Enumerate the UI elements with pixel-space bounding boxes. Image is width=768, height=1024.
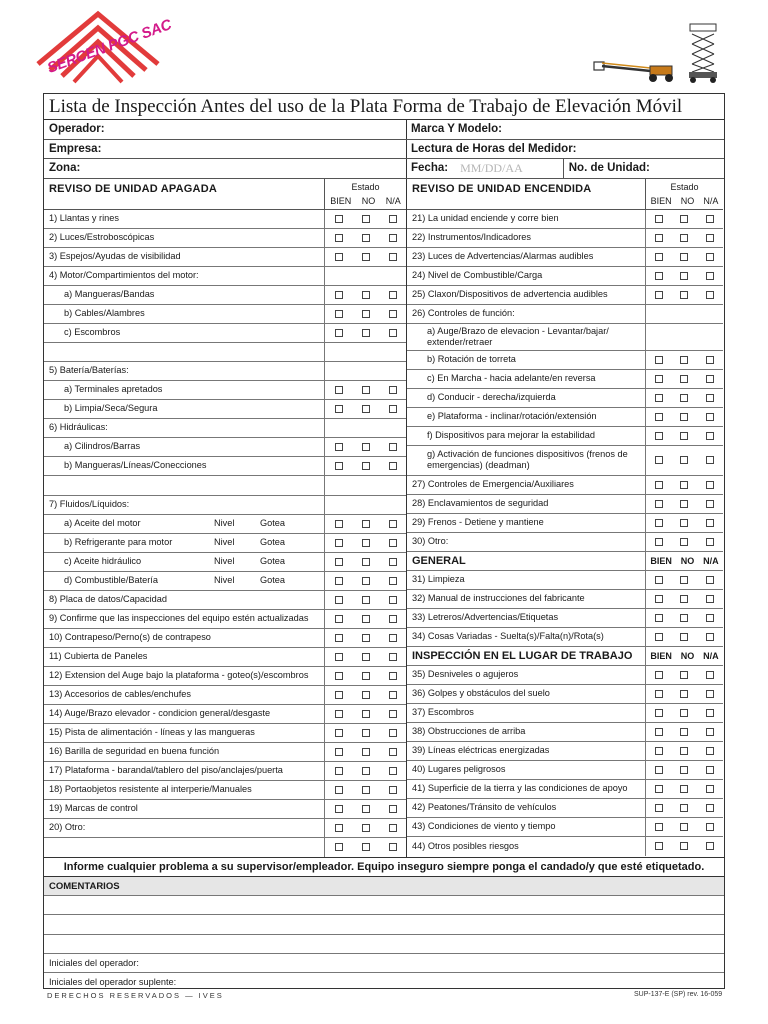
check-na[interactable]	[389, 520, 397, 528]
check-no[interactable]	[680, 291, 688, 299]
check-no[interactable]	[362, 520, 370, 528]
check-row: 7) Fluidos/Líquidos:	[44, 496, 406, 515]
check-bien[interactable]	[335, 405, 343, 413]
check-na[interactable]	[389, 710, 397, 718]
check-row: 5) Batería/Baterías:	[44, 362, 406, 381]
check-row: 19) Marcas de control	[44, 800, 406, 819]
form-title: Lista de Inspección Antes del uso de la Plata Forma de Trabajo de Elevación Móvil	[44, 94, 724, 120]
check-row: 39) Líneas eléctricas energizadas	[407, 742, 723, 761]
check-row: 35) Desniveles o agujeros	[407, 666, 723, 685]
check-bien[interactable]	[655, 614, 663, 622]
check-row: 29) Frenos - Detiene y mantiene	[407, 514, 723, 533]
check-row	[44, 476, 406, 496]
section-worksite-header: INSPECCIÓN EN EL LUGAR DE TRABAJO BIEN NO N/A	[407, 647, 723, 666]
check-no[interactable]	[680, 375, 688, 383]
check-na[interactable]	[706, 394, 714, 402]
check-na[interactable]	[389, 443, 397, 451]
comments-line[interactable]	[44, 935, 724, 955]
check-no[interactable]	[680, 766, 688, 774]
status-header: Estado BIEN NO N/A	[324, 179, 406, 209]
check-na[interactable]	[706, 804, 714, 812]
check-bien[interactable]	[655, 842, 663, 850]
check-no[interactable]	[680, 576, 688, 584]
check-row: 40) Lugares peligrosos	[407, 761, 723, 780]
check-bien[interactable]	[335, 291, 343, 299]
check-bien[interactable]	[655, 671, 663, 679]
hour-meter-field[interactable]: Lectura de Horas del Medidor:	[411, 142, 577, 155]
check-no[interactable]	[680, 413, 688, 421]
brand-model-field[interactable]: Marca Y Modelo:	[411, 123, 502, 135]
check-row: f) Dispositivos para mejorar la estabilidad	[407, 427, 723, 446]
check-na[interactable]	[706, 356, 714, 364]
check-row: 2) Luces/Estroboscópicas	[44, 229, 406, 248]
check-na[interactable]	[389, 653, 397, 661]
comments-line[interactable]	[44, 915, 724, 935]
check-na[interactable]	[706, 690, 714, 698]
check-bien[interactable]	[335, 786, 343, 794]
check-bien[interactable]	[655, 234, 663, 242]
check-no[interactable]	[362, 672, 370, 680]
check-na[interactable]	[706, 481, 714, 489]
check-no[interactable]	[362, 691, 370, 699]
check-row: 17) Plataforma - barandal/tablero del piso/anclajes/puerta	[44, 762, 406, 781]
check-na[interactable]	[389, 729, 397, 737]
check-row: 25) Claxon/Dispositivos de advertencia audibles	[407, 286, 723, 305]
check-na[interactable]	[389, 634, 397, 642]
check-na[interactable]	[706, 576, 714, 584]
check-bien[interactable]	[655, 253, 663, 261]
check-bien[interactable]	[655, 456, 663, 464]
check-no[interactable]	[362, 843, 370, 851]
check-na[interactable]	[389, 386, 397, 394]
check-na[interactable]	[706, 538, 714, 546]
check-row: b) Limpia/Seca/Segura	[44, 400, 406, 419]
operator-initials-field[interactable]: Iniciales del operador:	[44, 954, 724, 973]
check-na[interactable]	[706, 413, 714, 421]
check-na[interactable]	[706, 519, 714, 527]
check-no[interactable]	[362, 443, 370, 451]
check-row	[44, 838, 406, 857]
check-no[interactable]	[362, 615, 370, 623]
check-no[interactable]	[680, 253, 688, 261]
check-row: 31) Limpieza	[407, 571, 723, 590]
comments-header: COMENTARIOS	[44, 877, 724, 896]
check-bien[interactable]	[335, 767, 343, 775]
check-no[interactable]	[680, 709, 688, 717]
check-na[interactable]	[389, 691, 397, 699]
check-bien[interactable]	[335, 710, 343, 718]
check-bien[interactable]	[335, 672, 343, 680]
check-row	[44, 343, 406, 362]
info-row-2	[44, 140, 724, 160]
check-na[interactable]	[706, 375, 714, 383]
check-row: 15) Pista de alimentación - líneas y las mangueras	[44, 724, 406, 743]
check-na[interactable]	[706, 253, 714, 261]
check-row: 43) Condiciones de viento y tiempo	[407, 818, 723, 837]
check-bien[interactable]	[655, 291, 663, 299]
date-label: Fecha:	[411, 162, 449, 174]
check-na[interactable]	[706, 709, 714, 717]
check-row: 11) Cubierta de Paneles	[44, 648, 406, 667]
check-row: 36) Golpes y obstáculos del suelo	[407, 685, 723, 704]
left-column-header	[44, 179, 406, 210]
check-na[interactable]	[389, 767, 397, 775]
check-row: 13) Accesorios de cables/enchufes	[44, 686, 406, 705]
check-bien[interactable]	[335, 520, 343, 528]
check-no[interactable]	[680, 356, 688, 364]
check-bien[interactable]	[655, 747, 663, 755]
header	[0, 0, 768, 92]
checklist-columns	[44, 179, 724, 857]
zone-field[interactable]: Zona:	[44, 159, 407, 178]
check-na[interactable]	[706, 291, 714, 299]
check-row: 32) Manual de instrucciones del fabricante	[407, 590, 723, 609]
check-na[interactable]	[706, 614, 714, 622]
operator-field[interactable]: Operador:	[44, 120, 407, 139]
check-no[interactable]	[362, 805, 370, 813]
check-bien[interactable]	[335, 558, 343, 566]
check-row: 14) Auge/Brazo elevador - condicion general/desgaste	[44, 705, 406, 724]
check-row: 4) Motor/Compartimientos del motor:	[44, 267, 406, 286]
check-no[interactable]	[362, 405, 370, 413]
check-bien[interactable]	[655, 690, 663, 698]
check-row: 41) Superficie de la tierra y las condiciones de apoyo	[407, 780, 723, 799]
check-row: 8) Placa de datos/Capacidad	[44, 591, 406, 610]
check-bien[interactable]	[655, 823, 663, 831]
check-no[interactable]	[362, 386, 370, 394]
check-bien[interactable]	[655, 356, 663, 364]
check-row: 34) Cosas Variadas - Suelta(s)/Falta(n)/Rota(s)	[407, 628, 723, 647]
check-no[interactable]	[680, 614, 688, 622]
check-no[interactable]	[680, 519, 688, 527]
check-row: 37) Escombros	[407, 704, 723, 723]
status-header: Estado BIEN NO N/A	[645, 179, 723, 209]
check-bien[interactable]	[655, 728, 663, 736]
check-row: a) Auge/Brazo de elevacion - Levantar/bajar/ extender/retraer	[407, 324, 723, 351]
check-na[interactable]	[706, 432, 714, 440]
check-row: 18) Portaobjetos resistente al interperie/Manuales	[44, 781, 406, 800]
check-na[interactable]	[706, 766, 714, 774]
check-na[interactable]	[389, 577, 397, 585]
check-row: 6) Hidráulicas:	[44, 419, 406, 438]
check-no[interactable]	[680, 500, 688, 508]
check-bien[interactable]	[335, 234, 343, 242]
check-row: 27) Controles de Emergencia/Auxiliares	[407, 476, 723, 495]
check-bien[interactable]	[335, 253, 343, 261]
footer-form-code: SUP-137-E (SP) rev. 16-059	[634, 991, 723, 998]
check-bien[interactable]	[335, 329, 343, 337]
check-no[interactable]	[362, 748, 370, 756]
right-column	[407, 179, 723, 857]
check-row: 16) Barilla de seguridad en buena función	[44, 743, 406, 762]
check-bien[interactable]	[655, 413, 663, 421]
check-row: b) Mangueras/Líneas/Conecciones	[44, 457, 406, 476]
check-bien[interactable]	[655, 500, 663, 508]
check-no[interactable]	[362, 291, 370, 299]
check-row: d) Combustible/Batería Nivel Gotea	[44, 572, 406, 591]
check-no[interactable]	[680, 690, 688, 698]
check-no[interactable]	[680, 538, 688, 546]
info-row-3	[44, 159, 724, 179]
check-row: c) Escombros	[44, 324, 406, 343]
check-na[interactable]	[389, 539, 397, 547]
check-bien[interactable]	[655, 394, 663, 402]
safety-notice: Informe cualquier problema a su supervisor/empleador. Equipo inseguro siempre ponga el candado/y que esté etiquetado.	[44, 857, 724, 877]
right-column-header	[407, 179, 723, 210]
check-no[interactable]	[680, 842, 688, 850]
check-bien[interactable]	[655, 375, 663, 383]
check-bien[interactable]	[655, 785, 663, 793]
check-no[interactable]	[680, 234, 688, 242]
check-row: a) Mangueras/Bandas	[44, 286, 406, 305]
check-row: 21) La unidad enciende y corre bien	[407, 210, 723, 229]
check-bien[interactable]	[335, 386, 343, 394]
check-no[interactable]	[680, 272, 688, 280]
check-bien[interactable]	[335, 653, 343, 661]
check-bien[interactable]	[655, 538, 663, 546]
check-na[interactable]	[389, 291, 397, 299]
comments-line[interactable]	[44, 896, 724, 916]
check-bien[interactable]	[655, 519, 663, 527]
check-row: 38) Obstrucciones de arriba	[407, 723, 723, 742]
check-no[interactable]	[680, 747, 688, 755]
check-no[interactable]	[362, 253, 370, 261]
check-na[interactable]	[389, 215, 397, 223]
check-row: 3) Espejos/Ayudas de visibilidad	[44, 248, 406, 267]
check-row: a) Cilindros/Barras	[44, 438, 406, 457]
check-row: b) Refrigerante para motor Nivel Gotea	[44, 534, 406, 553]
check-row: 24) Nivel de Combustible/Carga	[407, 267, 723, 286]
check-no[interactable]	[362, 824, 370, 832]
check-bien[interactable]	[335, 748, 343, 756]
check-na[interactable]	[389, 462, 397, 470]
substitute-initials-field[interactable]: Iniciales del operador suplente:	[49, 976, 177, 987]
company-field[interactable]: Empresa:	[44, 140, 407, 159]
check-na[interactable]	[706, 842, 714, 850]
left-column-title: REVISO DE UNIDAD APAGADA	[49, 182, 217, 195]
check-bien[interactable]	[335, 215, 343, 223]
check-no[interactable]	[362, 329, 370, 337]
check-row: 1) Llantas y rines	[44, 210, 406, 229]
check-no[interactable]	[680, 481, 688, 489]
check-bien[interactable]	[655, 804, 663, 812]
check-no[interactable]	[680, 671, 688, 679]
check-na[interactable]	[389, 234, 397, 242]
check-row: 22) Instrumentos/Indicadores	[407, 229, 723, 248]
check-bien[interactable]	[335, 310, 343, 318]
check-row: b) Cables/Alambres	[44, 305, 406, 324]
check-no[interactable]	[680, 728, 688, 736]
check-no[interactable]	[362, 596, 370, 604]
check-no[interactable]	[362, 558, 370, 566]
check-no[interactable]	[362, 462, 370, 470]
check-na[interactable]	[389, 615, 397, 623]
check-na[interactable]	[706, 595, 714, 603]
check-row: a) Aceite del motor Nivel Gotea	[44, 515, 406, 534]
check-bien[interactable]	[335, 577, 343, 585]
right-column-title: REVISO DE UNIDAD ENCENDIDA	[412, 182, 592, 195]
check-row: d) Conducir - derecha/izquierda	[407, 389, 723, 408]
check-no[interactable]	[362, 653, 370, 661]
check-no[interactable]	[680, 456, 688, 464]
check-na[interactable]	[706, 728, 714, 736]
check-row: b) Rotación de torreta	[407, 351, 723, 370]
check-na[interactable]	[706, 234, 714, 242]
check-na[interactable]	[706, 747, 714, 755]
check-bien[interactable]	[335, 691, 343, 699]
check-no[interactable]	[680, 804, 688, 812]
check-no[interactable]	[362, 634, 370, 642]
check-bien[interactable]	[335, 843, 343, 851]
check-no[interactable]	[362, 729, 370, 737]
check-na[interactable]	[389, 805, 397, 813]
check-bien[interactable]	[655, 576, 663, 584]
check-no[interactable]	[680, 432, 688, 440]
check-no[interactable]	[680, 633, 688, 641]
check-bien[interactable]	[655, 215, 663, 223]
check-row: 23) Luces de Advertencias/Alarmas audibles	[407, 248, 723, 267]
check-row: 30) Otro:	[407, 533, 723, 552]
check-no[interactable]	[362, 234, 370, 242]
check-row: 20) Otro:	[44, 819, 406, 838]
info-row-1	[44, 120, 724, 140]
check-bien[interactable]	[335, 539, 343, 547]
check-row: 26) Controles de función:	[407, 305, 723, 324]
check-no[interactable]	[680, 595, 688, 603]
check-na[interactable]	[389, 558, 397, 566]
check-no[interactable]	[362, 539, 370, 547]
check-na[interactable]	[389, 253, 397, 261]
check-bien[interactable]	[655, 432, 663, 440]
check-no[interactable]	[362, 710, 370, 718]
check-bien[interactable]	[335, 634, 343, 642]
check-na[interactable]	[389, 672, 397, 680]
check-row: g) Activación de funciones dispositivos (frenos de emergencias) (deadman)	[407, 446, 723, 476]
check-row: 44) Otros posibles riesgos	[407, 837, 723, 856]
check-no[interactable]	[362, 310, 370, 318]
check-na[interactable]	[706, 785, 714, 793]
date-input[interactable]: MM/DD/AA	[460, 161, 523, 175]
check-na[interactable]	[706, 215, 714, 223]
check-bien[interactable]	[335, 824, 343, 832]
check-na[interactable]	[706, 456, 714, 464]
check-bien[interactable]	[335, 462, 343, 470]
check-row: 12) Extension del Auge bajo la plataforma - goteo(s)/escombros	[44, 667, 406, 686]
check-na[interactable]	[389, 310, 397, 318]
check-bien[interactable]	[335, 805, 343, 813]
check-no[interactable]	[680, 823, 688, 831]
check-na[interactable]	[389, 786, 397, 794]
check-bien[interactable]	[655, 766, 663, 774]
check-bien[interactable]	[655, 481, 663, 489]
left-column	[44, 179, 407, 857]
check-no[interactable]	[362, 215, 370, 223]
check-row: c) En Marcha - hacia adelante/en reversa	[407, 370, 723, 389]
check-row: 42) Peatones/Tránsito de vehículos	[407, 799, 723, 818]
check-bien[interactable]	[335, 443, 343, 451]
check-no[interactable]	[680, 394, 688, 402]
check-no[interactable]	[680, 215, 688, 223]
check-na[interactable]	[706, 823, 714, 831]
unit-number-field[interactable]: No. de Unidad:	[563, 159, 724, 178]
check-bien[interactable]	[655, 709, 663, 717]
inspection-form	[43, 93, 725, 989]
check-row: 33) Letreros/Advertencias/Etiquetas	[407, 609, 723, 628]
check-na[interactable]	[706, 500, 714, 508]
check-bien[interactable]	[335, 596, 343, 604]
check-bien[interactable]	[335, 729, 343, 737]
check-na[interactable]	[389, 596, 397, 604]
check-na[interactable]	[389, 843, 397, 851]
check-no[interactable]	[362, 786, 370, 794]
check-na[interactable]	[706, 671, 714, 679]
check-row: e) Plataforma - inclinar/rotación/extensión	[407, 408, 723, 427]
footer-copyright: DERECHOS RESERVADOS — IVES	[47, 991, 224, 1000]
check-row: 9) Confirme que las inspecciones del equipo estén actualizadas	[44, 610, 406, 629]
section-general-header: GENERAL BIEN NO N/A	[407, 552, 723, 571]
check-no[interactable]	[362, 767, 370, 775]
check-row: 28) Enclavamientos de seguridad	[407, 495, 723, 514]
check-bien[interactable]	[655, 633, 663, 641]
boom-lift-and-scissor-lift-icon	[588, 22, 728, 84]
check-na[interactable]	[706, 633, 714, 641]
check-row: a) Terminales apretados	[44, 381, 406, 400]
check-na[interactable]	[389, 329, 397, 337]
check-na[interactable]	[389, 405, 397, 413]
logo-text: SERCEN PGC SAC	[45, 16, 174, 77]
check-no[interactable]	[362, 577, 370, 585]
check-bien[interactable]	[655, 272, 663, 280]
check-na[interactable]	[706, 272, 714, 280]
check-row: 10) Contrapeso/Perno(s) de contrapeso	[44, 629, 406, 648]
check-na[interactable]	[389, 748, 397, 756]
check-bien[interactable]	[655, 595, 663, 603]
check-na[interactable]	[389, 824, 397, 832]
check-no[interactable]	[680, 785, 688, 793]
check-bien[interactable]	[335, 615, 343, 623]
check-row: c) Aceite hidráulico Nivel Gotea	[44, 553, 406, 572]
